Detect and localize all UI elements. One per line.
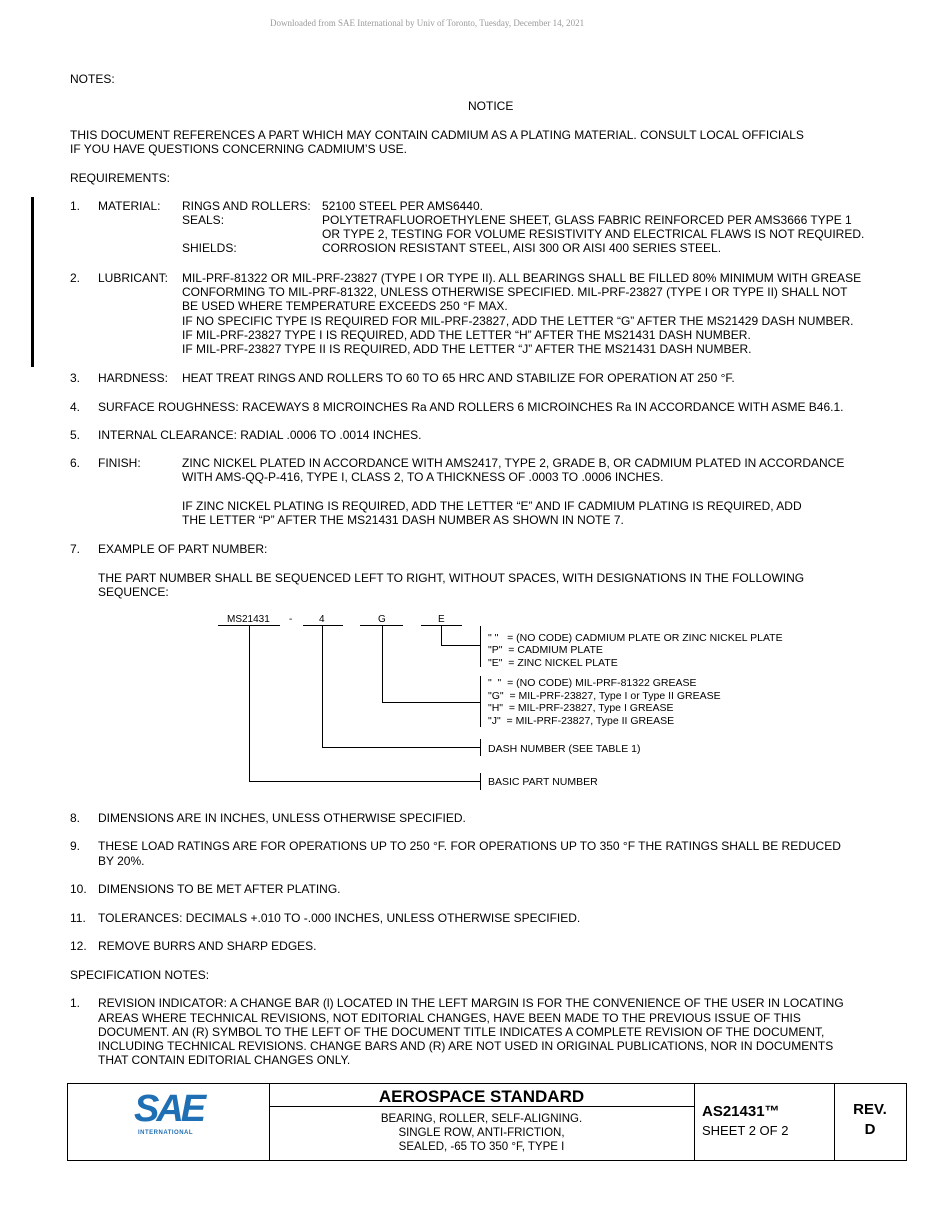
desc-line-2: SINGLE ROW, ANTI-FRICTION, (398, 1127, 565, 1139)
diagram-dash-number: 4 (319, 614, 325, 625)
plate-option-3: "E" = ZINC NICKEL PLATE (488, 657, 618, 669)
grease-option-2: "G" = MIL-PRF-23827, Type I or Type II GREASE (488, 690, 721, 702)
lubricant-label: LUBRICANT: (98, 271, 169, 285)
requirements-heading: REQUIREMENTS: (70, 171, 171, 185)
note-number: 5. (70, 428, 81, 442)
dash-number-label: DASH NUMBER (SEE TABLE 1) (488, 743, 641, 755)
sheet-number: SHEET 2 OF 2 (702, 1123, 789, 1138)
material-seals-name: SEALS: (182, 213, 225, 227)
notice-title: NOTICE (468, 99, 514, 113)
lubricant-line-6: IF MIL-PRF-23827 TYPE II IS REQUIRED, ADD THE LETTER “J” AFTER THE MS21431 DASH NUMBER. (182, 342, 752, 356)
material-seals-text-1: POLYTETRAFLUOROETHYLENE SHEET, GLASS FABRIC REINFORCED PER AMS3666 TYPE 1 (322, 213, 852, 227)
material-shields-text: CORROSION RESISTANT STEEL, AISI 300 OR AISI 400 SERIES STEEL. (322, 241, 722, 255)
notice-line-2: IF YOU HAVE QUESTIONS CONCERNING CADMIUM’S USE. (70, 142, 407, 156)
hardness-label: HARDNESS: (98, 371, 169, 385)
spec1-line-5: THAT CONTAIN EDITORIAL CHANGES ONLY. (98, 1053, 351, 1067)
note-number: 2. (70, 271, 81, 285)
rev-value: D (864, 1121, 876, 1138)
plate-option-1: " " = (NO CODE) CADMIUM PLATE OR ZINC NICKEL PLATE (488, 632, 783, 644)
diagram-basic: MS21431 (227, 614, 270, 625)
grease-option-3: "H" = MIL-PRF-23827, Type I GREASE (488, 702, 674, 714)
note-number: 9. (70, 839, 81, 853)
finish-line-1: ZINC NICKEL PLATED IN ACCORDANCE WITH AMS2417, TYPE 2, GRADE B, OR CADMIUM PLATED IN ACCORDANCE (182, 456, 845, 470)
material-rings-name: RINGS AND ROLLERS: (182, 199, 311, 213)
material-rings-text: 52100 STEEL PER AMS6440. (322, 199, 483, 213)
spec1-line-1: REVISION INDICATOR: A CHANGE BAR (l) LOCATED IN THE LEFT MARGIN IS FOR THE CONVENIENCE OF THE USER IN LOCATING (98, 996, 844, 1010)
spec1-line-3: DOCUMENT. AN (R) SYMBOL TO THE LEFT OF THE DOCUMENT TITLE INDICATES A COMPLETE REVISION OF THE DOCUMENT, (98, 1025, 825, 1039)
finish-line-3: IF ZINC NICKEL PLATING IS REQUIRED, ADD THE LETTER “E” AND IF CADMIUM PLATING IS REQUIRED, ADD (182, 499, 802, 513)
diagram-dash: - (289, 614, 293, 625)
note-number: 3. (70, 371, 81, 385)
note4-text: SURFACE ROUGHNESS: RACEWAYS 8 MICROINCHES Ra AND ROLLERS 6 MICROINCHES Ra IN ACCORDANCE WITH ASME B46.1. (98, 400, 844, 414)
finish-line-2: WITH AMS-QQ-P-416, TYPE I, CLASS 2, TO A THICKNESS OF .0003 TO .0006 INCHES. (182, 470, 664, 484)
note12-text: REMOVE BURRS AND SHARP EDGES. (98, 939, 317, 953)
download-notice: Downloaded from SAE International by Univ of Toronto, Tuesday, December 14, 2021 (270, 18, 585, 28)
notes-heading: NOTES: (70, 72, 115, 86)
doc-number: AS21431™ (702, 1103, 780, 1120)
note-number: 10. (70, 882, 87, 896)
finish-line-4: THE LETTER “P” AFTER THE MS21431 DASH NUMBER AS SHOWN IN NOTE 7. (182, 513, 624, 527)
doc-number-cell (694, 1084, 835, 1160)
description-cell (269, 1084, 695, 1160)
lubricant-line-1: MIL-PRF-81322 OR MIL-PRF-23827 (TYPE I OR TYPE II). ALL BEARINGS SHALL BE FILLED 80% MINIMUM WITH GREASE (182, 271, 862, 285)
note9-line-1: THESE LOAD RATINGS ARE FOR OPERATIONS UP TO 250 °F. FOR OPERATIONS UP TO 350 °F THE RATINGS SHALL BE REDUCED (98, 839, 841, 853)
material-label: MATERIAL: (98, 199, 161, 213)
note-number: 4. (70, 400, 81, 414)
note8-text: DIMENSIONS ARE IN INCHES, UNLESS OTHERWISE SPECIFIED. (98, 811, 466, 825)
sae-logo: SAE (134, 1088, 204, 1130)
desc-line-3: SEALED, -65 TO 350 °F, TYPE I (398, 1141, 565, 1153)
grease-option-4: "J" = MIL-PRF-23827, Type II GREASE (488, 715, 675, 727)
sae-logo-sub: INTERNATIONAL (138, 1130, 194, 1136)
spec1-line-2: AREAS WHERE TECHNICAL REVISIONS, NOT EDITORIAL CHANGES, HAVE BEEN MADE TO THE PREVIOUS ISSUE OF THIS (98, 1011, 801, 1025)
lubricant-line-3: BE USED WHERE TEMPERATURE EXCEEDS 250 °F MAX. (182, 299, 508, 313)
spec-notes-heading: SPECIFICATION NOTES: (70, 968, 210, 982)
desc-line-1: BEARING, ROLLER, SELF-ALIGNING. (380, 1113, 583, 1125)
diagram-plate-code: E (438, 614, 445, 625)
divider (269, 1106, 694, 1107)
note5-text: INTERNAL CLEARANCE: RADIAL .0006 TO .0014 INCHES. (98, 428, 422, 442)
lubricant-line-2: CONFORMING TO MIL-PRF-81322, UNLESS OTHERWISE SPECIFIED. MIL-PRF-23827 (TYPE I OR TYPE II) SHALL NOT (182, 285, 848, 299)
sequence-line-2: SEQUENCE: (98, 585, 169, 599)
note10-text: DIMENSIONS TO BE MET AFTER PLATING. (98, 882, 341, 896)
rev-cell (834, 1084, 906, 1160)
note-number: 12. (70, 939, 87, 953)
standard-title: AEROSPACE STANDARD (378, 1087, 585, 1106)
material-seals-text-2: OR TYPE 2, TESTING FOR VOLUME RESISTIVITY AND ELECTRICAL FLAWS IS NOT REQUIRED. (322, 227, 865, 241)
finish-label: FINISH: (98, 456, 141, 470)
diagram-grease-code: G (378, 614, 386, 625)
plate-option-2: "P" = CADMIUM PLATE (488, 644, 603, 656)
notice-line-1: THIS DOCUMENT REFERENCES A PART WHICH MAY CONTAIN CADMIUM AS A PLATING MATERIAL. CONSULT LOCAL OFFICIALS (70, 128, 804, 142)
logo-cell (68, 1084, 270, 1160)
hardness-text: HEAT TREAT RINGS AND ROLLERS TO 60 TO 65 HRC AND STABILIZE FOR OPERATION AT 250 °F. (182, 371, 735, 385)
lubricant-line-5: IF MIL-PRF-23827 TYPE I IS REQUIRED, ADD THE LETTER “H” AFTER THE MS21431 DASH NUMBER. (182, 328, 751, 342)
note-number: 7. (70, 542, 81, 556)
material-shields-name: SHIELDS: (182, 241, 237, 255)
lubricant-line-4: IF NO SPECIFIC TYPE IS REQUIRED FOR MIL-PRF-23827, ADD THE LETTER “G” AFTER THE MS21429 DASH NUMBER. (182, 314, 854, 328)
sequence-line-1: THE PART NUMBER SHALL BE SEQUENCED LEFT TO RIGHT, WITHOUT SPACES, WITH DESIGNATIONS IN THE FOLLOWING (98, 571, 805, 585)
note7-text: EXAMPLE OF PART NUMBER: (98, 542, 268, 556)
note-number: 1. (70, 199, 81, 213)
rev-label: REV. (853, 1101, 887, 1118)
note-number: 1. (70, 996, 81, 1010)
note-number: 6. (70, 456, 81, 470)
note9-line-2: BY 20%. (98, 854, 145, 868)
grease-option-1: " " = (NO CODE) MIL-PRF-81322 GREASE (488, 677, 697, 689)
spec1-line-4: INCLUDING TECHNICAL REVISIONS. CHANGE BARS AND (R) ARE NOT USED IN ORIGINAL PUBLICATIONS, NOR IN DOCUMENTS (98, 1039, 834, 1053)
note-number: 11. (70, 911, 86, 925)
note11-text: TOLERANCES: DECIMALS +.010 TO -.000 INCHES, UNLESS OTHERWISE SPECIFIED. (98, 911, 581, 925)
title-block (67, 1083, 907, 1161)
basic-part-label: BASIC PART NUMBER (488, 776, 598, 788)
note-number: 8. (70, 811, 81, 825)
